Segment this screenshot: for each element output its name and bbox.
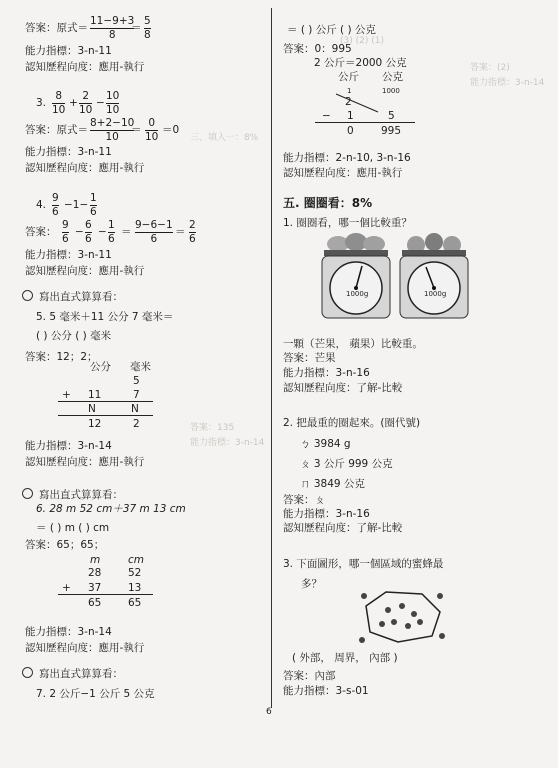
ability-indicator: 能力指標：2-n-10, 3-n-16 — [283, 152, 411, 164]
bleed-text: 答案：(2) — [470, 63, 510, 73]
answer-blanks: ( ) 公分 ( ) 毫米 — [36, 330, 112, 342]
answer-blanks: ＝ ( ) m ( ) cm — [36, 522, 110, 534]
circle-bullet-icon — [22, 667, 33, 678]
ability-indicator: 能力指標：3-n-14 — [25, 440, 112, 452]
bleed-text: 能力指標：3-n-14 — [190, 438, 265, 448]
fraction: 11−9+3 8 — [90, 15, 135, 41]
fraction: 6 6 — [85, 219, 92, 245]
digit: 2 — [133, 418, 140, 430]
answer-blanks: ＝ ( ) 公斤 ( ) 公克 — [287, 24, 376, 36]
equals: ＝ — [131, 22, 142, 34]
circle-bullet-icon — [22, 290, 33, 301]
bleed-text: 三、填入一：8% — [190, 133, 259, 143]
operator: −1− — [64, 199, 89, 211]
fraction: 1 6 — [90, 192, 97, 218]
choice-line: ( 外部， 周界， 內部 ) — [292, 652, 398, 664]
sum-line — [58, 594, 153, 595]
question-text: 7. 2 公斤−1 公斤 5 公克 — [36, 688, 155, 700]
equals: ＝ — [175, 226, 186, 238]
bees-region-image — [358, 588, 446, 646]
digit: 65 — [88, 597, 102, 609]
ability-indicator: 能力指標：3-n-16 — [283, 367, 370, 379]
cognitive-dimension: 認知歷程向度：了解-比較 — [283, 382, 403, 394]
fraction: 10 10 — [106, 90, 120, 116]
answer-line: 答案：0：995 — [283, 43, 352, 55]
column-header: cm — [128, 554, 145, 566]
fraction: 2 10 — [79, 90, 93, 116]
question-text: 2. 把最重的圈起來。(圈代號) — [283, 417, 421, 429]
question-text: 5. 5 毫米＋11 公分 7 毫米＝ — [36, 311, 174, 323]
digit: 7 — [133, 389, 140, 401]
bleed-text: 能力指標：3-n-14 — [470, 78, 545, 88]
digit: 0 — [347, 125, 354, 137]
column-header: 毫米 — [130, 361, 151, 373]
cognitive-dimension: 認知歷程向度：應用-執行 — [25, 162, 145, 174]
operator: − — [75, 226, 84, 238]
answer-line: 答案：65；65； — [25, 539, 105, 551]
operator: + — [69, 97, 78, 109]
cognitive-dimension: 認知歷程向度：應用-執行 — [25, 61, 145, 73]
question-text: 1. 圈圈看，哪一個比較重？ — [283, 217, 412, 229]
equals: ＝ — [131, 124, 142, 136]
sum-line — [58, 401, 153, 402]
digit: 5 — [133, 375, 140, 387]
digit: 2 — [345, 96, 352, 108]
bleed-text: (3) (2) (1) — [340, 36, 384, 46]
operator: − — [322, 110, 331, 122]
operator: − — [98, 226, 107, 238]
section-heading: 寫出直式算算看： — [22, 488, 123, 501]
column-header: 公分 — [90, 361, 111, 373]
ability-indicator: 能力指標：3-n-11 — [25, 45, 112, 57]
cognitive-dimension: 認知歷程向度：應用-執行 — [25, 456, 145, 468]
digit: 995 — [381, 125, 402, 137]
scale-with-mangoes-image — [318, 232, 394, 324]
operator: − — [96, 97, 105, 109]
answer-line: 答案：ㄆ — [283, 494, 325, 506]
cognitive-dimension: 認知歷程向度：了解-比較 — [283, 522, 403, 534]
cognitive-dimension: 認知歷程向度：應用-執行 — [25, 642, 145, 654]
circle-bullet-icon — [22, 488, 33, 499]
ability-indicator: 能力指標：3-n-11 — [25, 249, 112, 261]
ability-indicator: 能力指標：3-s-01 — [283, 685, 369, 697]
cognitive-dimension: 認知歷程向度：應用-執行 — [283, 167, 403, 179]
fraction: 9 6 — [62, 219, 69, 245]
fraction: 8+2−10 10 — [90, 117, 135, 143]
fraction: 8 10 — [52, 90, 66, 116]
section-heading: 寫出直式算算看： — [22, 290, 123, 303]
fraction: 9 6 — [52, 192, 59, 218]
digit: 65 — [128, 597, 142, 609]
answer-line: 答案：原式＝ — [25, 124, 88, 136]
column-divider — [271, 8, 272, 708]
scale-dial-label: 1000g — [424, 290, 447, 298]
digit: 13 — [128, 582, 142, 594]
question-text: 3. 下面圖形，哪一個區域的蜜蜂最 — [283, 558, 444, 570]
cognitive-dimension: 認知歷程向度：應用-執行 — [25, 265, 145, 277]
fraction: 5 8 — [144, 15, 151, 41]
fraction: 0 10 — [145, 117, 159, 143]
operator: + — [62, 389, 71, 401]
ability-indicator: 能力指標：3-n-11 — [25, 146, 112, 158]
digit: 28 — [88, 567, 102, 579]
digit: 1 — [347, 110, 354, 122]
section-heading: 寫出直式算算看： — [22, 667, 123, 680]
column-header: m — [90, 554, 101, 566]
digit: 5 — [388, 110, 395, 122]
scale-with-apples-image — [396, 232, 472, 324]
digit: N — [88, 403, 96, 415]
equals: ＝0 — [162, 124, 180, 136]
ability-indicator: 能力指標：3-n-16 — [283, 508, 370, 520]
digit: N — [131, 403, 139, 415]
choice-line: 一顆（芒果， 蘋果）比較重。 — [283, 338, 423, 350]
option-a: ㄅ 3984 g — [300, 438, 351, 450]
column-header: 公斤 — [338, 71, 359, 83]
answer-line: 答案：內部 — [283, 670, 336, 682]
answer-line: 答案：原式＝ — [25, 22, 88, 34]
borrow-mark: 1 — [347, 87, 352, 95]
digit: 37 — [88, 582, 102, 594]
scale-dial-label: 1000g — [346, 290, 369, 298]
answer-line: 答案： — [25, 226, 57, 238]
section-title: 五. 圈圈看：8% — [283, 196, 373, 210]
digit: 11 — [88, 389, 102, 401]
operator: + — [62, 582, 71, 594]
column-header: 公克 — [382, 71, 403, 83]
answer-line: 答案：12；2； — [25, 351, 98, 363]
fraction: 9−6−1 6 — [135, 219, 173, 245]
sum-line — [58, 415, 153, 416]
option-c: ㄇ 3849 公克 — [300, 478, 365, 490]
equals: ＝ — [121, 226, 132, 238]
question-number: 3. — [36, 97, 47, 109]
strike-through-mark — [332, 92, 382, 114]
question-text: 6. 28 m 52 cm＋37 m 13 cm — [36, 503, 186, 515]
sum-line — [315, 122, 415, 123]
fraction: 2 6 — [189, 219, 196, 245]
bleed-text: 答案：135 — [190, 423, 235, 433]
answer-line: 答案：芒果 — [283, 352, 336, 364]
digit: 12 — [88, 418, 102, 430]
option-b: ㄆ 3 公斤 999 公克 — [300, 458, 393, 470]
borrow-mark: 1000 — [382, 87, 400, 95]
ability-indicator: 能力指標：3-n-14 — [25, 626, 112, 638]
question-text: 多？ — [301, 578, 322, 590]
question-number: 4. — [36, 199, 47, 211]
page-number: 6 — [266, 707, 272, 717]
conversion-note: 2 公斤＝2000 公克 — [314, 57, 407, 69]
fraction: 1 6 — [108, 219, 115, 245]
digit: 52 — [128, 567, 142, 579]
